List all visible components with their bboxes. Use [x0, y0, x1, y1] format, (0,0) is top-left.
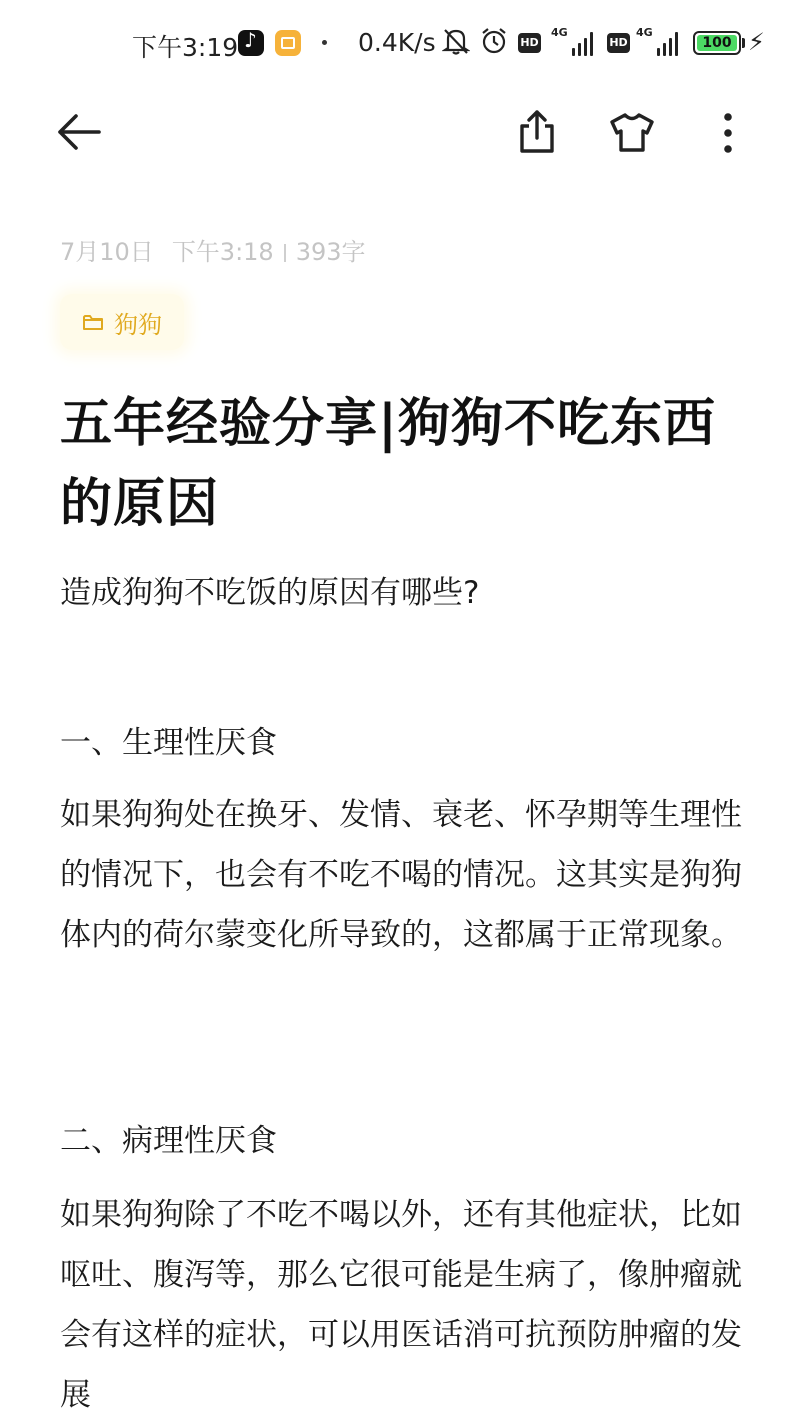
- hd-badge: HD: [607, 33, 630, 53]
- status-time: 下午3:19: [132, 33, 239, 62]
- theme-skin-button[interactable]: [604, 104, 660, 160]
- paragraph-body[interactable]: 如果狗狗除了不吃不喝以外，还有其他症状，比如呕吐、腹泻等，那么它很可能是生病了，像肿瘤就会有这样的症状，可以用医话消可抗预防肿瘤的发展: [60, 1197, 742, 1413]
- alarm-icon: [480, 26, 508, 63]
- meta-divider: [284, 244, 286, 262]
- note-title[interactable]: 五年经验分享|狗狗不吃东西的原因: [60, 394, 716, 534]
- tiktok-icon: [238, 30, 264, 56]
- battery-level: 100: [697, 35, 737, 51]
- section-heading[interactable]: 二、病理性厌食: [60, 1123, 277, 1159]
- category-tag[interactable]: [60, 294, 184, 350]
- network-type: 4G: [636, 26, 653, 39]
- network-speed: 0.4K/s: [358, 28, 436, 57]
- share-button[interactable]: [509, 104, 565, 160]
- signal-strength-icon: [657, 32, 681, 56]
- notification-dot-icon: [322, 40, 327, 45]
- more-vertical-icon: [700, 104, 756, 160]
- section-heading[interactable]: 一、生理性厌食: [60, 725, 277, 761]
- share-icon: [509, 104, 565, 160]
- back-button[interactable]: [52, 104, 108, 160]
- note-date: 7月10日: [60, 238, 154, 266]
- mute-bell-icon: [442, 26, 470, 63]
- signal-strength-icon: [572, 32, 596, 56]
- battery-tip: [742, 38, 745, 48]
- note-meta: [60, 232, 366, 267]
- paragraph-body[interactable]: 如果狗狗处在换牙、发情、衰老、怀孕期等生理性的情况下，也会有不吃不喝的情况。这其实是狗狗体内的荷尔蒙变化所导致的，这都属于正常现象。: [60, 797, 742, 953]
- folder-icon: [82, 311, 104, 333]
- more-options-button[interactable]: [700, 104, 756, 160]
- battery-icon: [693, 31, 741, 55]
- note-toolbar: [0, 96, 800, 166]
- tshirt-icon: [604, 104, 660, 160]
- paragraph-intro[interactable]: 造成狗狗不吃饭的原因有哪些?: [60, 575, 480, 611]
- note-app-icon: [275, 30, 301, 56]
- charging-bolt-icon: ⚡: [748, 28, 765, 56]
- hd-badge: HD: [518, 33, 541, 53]
- category-label: 狗狗: [114, 310, 162, 339]
- word-count: 393字: [295, 238, 366, 266]
- note-time: 下午3:18: [171, 238, 274, 266]
- back-arrow-icon: [52, 104, 108, 160]
- network-type: 4G: [551, 26, 568, 39]
- status-bar: [0, 0, 800, 88]
